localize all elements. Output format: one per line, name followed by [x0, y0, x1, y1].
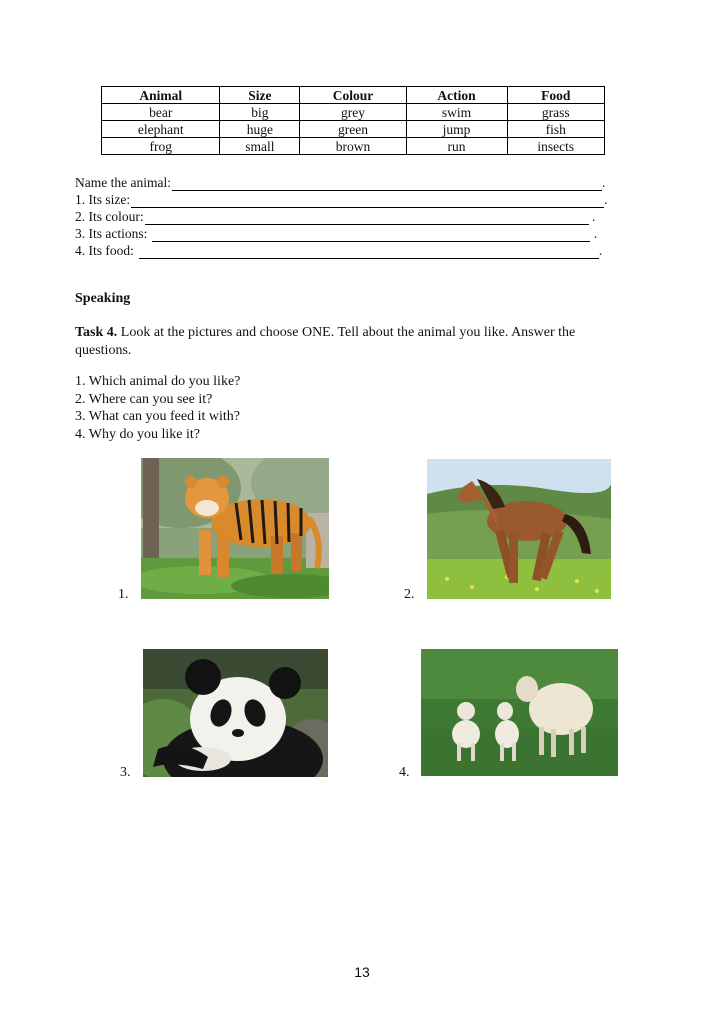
- actions-label: 3. Its actions:: [75, 226, 148, 241]
- name-answer-line[interactable]: [172, 178, 602, 191]
- picture-number: 3.: [120, 765, 131, 780]
- panda-photo: [143, 649, 328, 777]
- table-cell: green: [300, 121, 406, 138]
- colour-answer-line[interactable]: [145, 212, 589, 225]
- table-cell: grass: [507, 104, 604, 121]
- task-4-instructions: [75, 324, 615, 360]
- table-row: [102, 121, 605, 138]
- tiger-image: [141, 458, 329, 599]
- size-label: 1. Its size:: [75, 192, 131, 207]
- table-header: Size: [220, 87, 300, 104]
- table-cell: elephant: [102, 121, 220, 138]
- actions-answer-line[interactable]: [152, 229, 590, 242]
- table-cell: small: [220, 138, 300, 155]
- picture-number: 1.: [118, 587, 129, 602]
- table-row: [102, 104, 605, 121]
- list-item: 1. Which animal do you like?: [75, 374, 241, 389]
- list-item: 4. Why do you like it?: [75, 426, 200, 442]
- animal-vocabulary-table: [101, 86, 605, 155]
- food-answer-line[interactable]: [139, 246, 599, 259]
- sheep-photo: [421, 649, 618, 776]
- tiger-photo: [141, 458, 329, 599]
- name-label: Name the animal:: [75, 175, 171, 190]
- list-item: 2. Where can you see it?: [75, 391, 213, 407]
- table-header-row: [102, 87, 605, 104]
- question-list: [75, 373, 240, 443]
- table-header: Action: [406, 87, 507, 104]
- actions-row: 3. Its actions: .: [75, 226, 598, 241]
- page-number: 13: [354, 964, 370, 980]
- table-cell: bear: [102, 104, 220, 121]
- picture-number: 2.: [404, 587, 415, 602]
- task-text: Look at the pictures and choose ONE. Tell about the animal you like. Answer the questions.: [75, 325, 576, 358]
- speaking-heading: Speaking: [75, 291, 131, 306]
- table-cell: run: [406, 138, 507, 155]
- food-row: 4. Its food: .: [75, 243, 603, 258]
- panda-image: [143, 649, 328, 777]
- table-header: Animal: [102, 87, 220, 104]
- table-cell: insects: [507, 138, 604, 155]
- table-cell: grey: [300, 104, 406, 121]
- size-answer-line[interactable]: [131, 195, 604, 208]
- table-cell: frog: [102, 138, 220, 155]
- picture-number: 4.: [399, 765, 410, 780]
- table-header: Colour: [300, 87, 406, 104]
- table-header: Food: [507, 87, 604, 104]
- table-cell: huge: [220, 121, 300, 138]
- food-label: 4. Its food:: [75, 243, 134, 258]
- colour-row: 2. Its colour: .: [75, 209, 596, 224]
- list-item: 3. What can you feed it with?: [75, 409, 240, 424]
- colour-label: 2. Its colour:: [75, 209, 144, 224]
- table-cell: jump: [406, 121, 507, 138]
- table-cell: fish: [507, 121, 604, 138]
- table-cell: big: [220, 104, 300, 121]
- sheep-image: [421, 649, 618, 776]
- name-the-animal-row: Name the animal: .: [75, 175, 606, 190]
- table-cell: swim: [406, 104, 507, 121]
- size-row: 1. Its size: .: [75, 192, 608, 207]
- table-cell: brown: [300, 138, 406, 155]
- task-label: Task 4.: [75, 325, 118, 340]
- horse-photo: [427, 459, 611, 599]
- table-row: [102, 138, 605, 155]
- horse-image: [427, 459, 611, 599]
